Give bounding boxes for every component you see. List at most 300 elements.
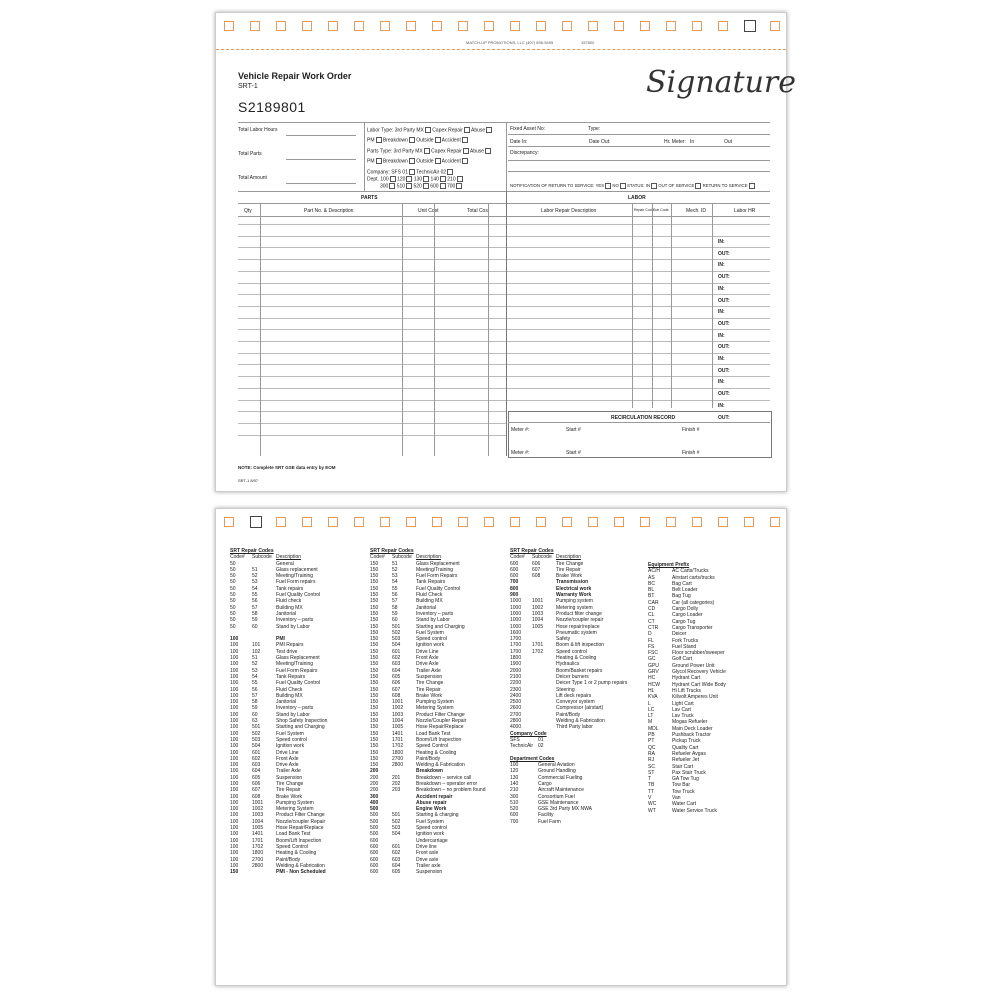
codes-title: SRT Repair Codes	[230, 548, 274, 554]
labor-breakdown-checkbox[interactable]	[409, 137, 415, 143]
parts-breakdown-checkbox[interactable]	[409, 158, 415, 164]
code-row: 150 52 Meeting/Training	[370, 566, 454, 573]
recirc-meter-2: Meter #:	[511, 450, 530, 456]
labor-mx-checkbox[interactable]	[425, 127, 431, 133]
meter-out-label: Out	[724, 139, 733, 145]
parts-accident-checkbox[interactable]	[462, 158, 468, 164]
punch-hole	[536, 517, 546, 527]
code-row: 150 2700 Paint/Body	[370, 755, 441, 762]
dept-510-checkbox[interactable]	[406, 183, 412, 189]
department-code-row: 130 Commercial Fueling	[510, 774, 583, 781]
punch-hole	[640, 517, 650, 527]
code-row: 100 55 Fuel Quality Control	[230, 680, 321, 687]
repair-codes-col-2	[370, 548, 486, 875]
code-row: 600 603 Drive axle	[370, 856, 439, 863]
punch-hole	[380, 21, 390, 31]
table-row-line	[238, 329, 770, 330]
equipment-prefix-row: CAR Car (all categories)	[648, 599, 715, 606]
department-code-row: 600 Facility	[510, 812, 554, 819]
code-row: 150 57 Building MX	[370, 598, 443, 605]
table-row-line	[238, 294, 770, 295]
punch-hole	[302, 517, 312, 527]
code-row: 150 1003 Product Filter Change	[370, 711, 465, 718]
recirc-start-2: Start #	[566, 450, 581, 456]
code-row: 150 504 Ignition work	[370, 642, 445, 649]
code-row: 100 63 Shop Safety Inspection	[230, 718, 328, 725]
punch-hole	[770, 517, 780, 527]
labor-capex-checkbox[interactable]	[464, 127, 470, 133]
total-amount-label: Total Amount	[238, 175, 267, 181]
equipment-prefix-row: SC Stair Cart	[648, 763, 694, 770]
punch-hole	[484, 21, 494, 31]
code-row: 600 606 Tire Change	[510, 560, 584, 567]
company-row: Company: SFS 01 TechnicAir 02	[367, 169, 453, 175]
equipment-prefix-row: FL Fork Trucks	[648, 637, 699, 644]
punch-hole	[510, 21, 520, 31]
code-row: 1700 Safety	[510, 636, 571, 643]
labor-out-label: OUT:	[718, 274, 730, 281]
code-row: 50 59 Inventory – parts	[230, 617, 314, 624]
punch-hole	[250, 516, 262, 528]
labor-out-label: OUT:	[718, 367, 730, 374]
signature-logo: Signature	[646, 65, 797, 100]
meter-in-label: In	[690, 139, 695, 145]
code-row: 150 51 Glass Replacement	[370, 560, 460, 567]
labor-out-label: OUT:	[718, 320, 730, 327]
labor-type-row: Labor Type: 3rd Party MX Capex Repair Abuse	[367, 127, 492, 133]
unit-cost-col: Unit Cost	[418, 208, 439, 214]
dept-100-checkbox[interactable]	[390, 176, 396, 182]
repair-codes-col-1	[230, 548, 327, 875]
equipment-prefix-row: V Van	[648, 794, 681, 801]
punch-hole	[744, 517, 754, 527]
code-row: 50 57 Building MX	[230, 604, 303, 611]
code-row: 150 54 Tank Repairs	[370, 579, 446, 586]
code-row: 100 605 Suspension	[230, 774, 303, 781]
equipment-prefix-row: CD Cargo Dolly	[648, 606, 699, 613]
punch-hole	[276, 21, 286, 31]
labor-out-label: OUT:	[718, 391, 730, 398]
codes-header: Code# Subcode Description	[510, 554, 582, 561]
labor-outside-checkbox[interactable]	[435, 137, 441, 143]
code-row: 150 55 Fuel Quality Control	[370, 585, 461, 592]
punch-hole	[692, 517, 702, 527]
equipment-prefix-row: CTR Cargo Transporter	[648, 624, 713, 631]
table-row-line	[238, 247, 770, 248]
code-row: 400 Abuse repair	[370, 799, 447, 806]
code-row: 150 501 Starting and Charging	[370, 623, 465, 630]
punch-hole	[588, 517, 598, 527]
perforation	[216, 49, 786, 50]
form-title: Vehicle Repair Work Order	[238, 71, 352, 81]
code-row: 50 58 Janitorial	[230, 610, 297, 617]
punch-hole	[432, 517, 442, 527]
code-row: 200 Breakdown	[370, 768, 443, 775]
code-row: 50 General	[230, 560, 294, 567]
equipment-prefix-row: HCW Hydrant Cart Wide Body	[648, 681, 726, 688]
labor-pm-checkbox[interactable]	[376, 137, 382, 143]
code-row: 150 503 Speed control	[370, 636, 447, 643]
dept-520-checkbox[interactable]	[423, 183, 429, 189]
code-row: 300 Accident repair	[370, 793, 453, 800]
equipment-prefix-row: CT Cargo Tug	[648, 618, 696, 625]
code-row: 100 52 Meeting/Training	[230, 661, 314, 668]
equipment-prefix-row: HL Hi Lift Trucks	[648, 687, 701, 694]
code-row: 150 1701 Boom/Lift Inspection	[370, 736, 462, 743]
labor-in-label: IN:	[718, 309, 725, 316]
equipment-prefix-row: FSC Floor scrubber/sweeper	[648, 650, 725, 657]
code-row: 100 1701 Boom/Lift Inspection	[230, 837, 322, 844]
code-row: 500 502 Fuel System	[370, 818, 444, 825]
return-to-service-checkbox[interactable]	[749, 183, 755, 189]
code-row: 100 607 Tire Repair	[230, 787, 301, 794]
parts-abuse-checkbox[interactable]	[485, 148, 491, 154]
punch-hole	[406, 517, 416, 527]
code-row: 500 501 Starting & charging	[370, 812, 459, 819]
code-row: 1700 1701 Boom & lift inspection	[510, 642, 605, 649]
part-no-col: Part No. & Description	[304, 208, 354, 214]
punch-hole	[458, 21, 468, 31]
table-row-line	[238, 283, 770, 284]
punch-hole	[328, 517, 338, 527]
code-row: 1000 1002 Metering system	[510, 604, 593, 611]
recirc-meter-1: Meter #:	[511, 427, 530, 433]
recirc-finish-1: Finish #	[682, 427, 700, 433]
labor-accident-checkbox[interactable]	[462, 137, 468, 143]
code-row: 100 58 Janitorial	[230, 699, 297, 706]
code-row: 2200 Deicer Type 1 or 2 pump repairs	[510, 680, 628, 687]
codes-header: Code# Subcode Description	[370, 554, 442, 561]
type-label: Type:	[588, 126, 601, 132]
code-row: 600 601 Drive line	[370, 843, 437, 850]
punch-hole	[718, 21, 728, 31]
code-row: 100 60 Stand by Labor	[230, 711, 310, 718]
parts-outside-checkbox[interactable]	[435, 158, 441, 164]
code-row: 200 201 Breakdown – service call	[370, 774, 472, 781]
code-row: 4000 Third Party labor	[510, 724, 593, 731]
date-in-label: Date In:	[510, 139, 528, 145]
code-row: 500 Engine Work	[370, 806, 447, 813]
department-code-row: 100 General Aviation	[510, 762, 575, 769]
labor-header: LABOR	[628, 195, 646, 201]
code-row: 100 606 Tire Change	[230, 780, 304, 787]
code-row: 50 56 Fluid check	[230, 598, 302, 605]
code-row: 150 60 Stand by Labor	[370, 617, 450, 624]
labor-in-label: IN:	[718, 239, 725, 245]
code-row: 150 59 Inventory – parts	[370, 610, 454, 617]
code-row: 150 607 Tire Repair	[370, 686, 441, 693]
equipment-prefix-row: GRV Glycol Recovery Vehicle	[648, 669, 726, 676]
code-row: 2000 Boom/Basket repairs	[510, 667, 603, 674]
labor-abuse-checkbox[interactable]	[486, 127, 492, 133]
code-row: 50 54 Tank repairs	[230, 585, 304, 592]
department-code-row: 300 Consortium Fuel	[510, 793, 575, 800]
codes-header: Code# Subcode Description	[230, 554, 302, 561]
code-row: 150 502 Fuel System	[370, 629, 444, 636]
parts-header: PARTS	[361, 195, 378, 201]
total-parts-label: Total Parts	[238, 151, 262, 157]
parts-type-row: Parts Type: 3rd Party MX Capex Repair Abuse	[367, 148, 491, 154]
department-code-row: 700 Fuel Farm	[510, 818, 561, 825]
table-row-line	[238, 435, 506, 436]
parts-mx-checkbox[interactable]	[424, 148, 430, 154]
equipment-prefix-row: AS Airstart carts/trucks	[648, 574, 715, 581]
dept-700-checkbox[interactable]	[456, 183, 462, 189]
code-row: 100 1800 Heating & Cooling	[230, 850, 317, 857]
code-row: 2100 Deicer burners	[510, 673, 589, 680]
equipment-prefix-row: T GA Tow Tug	[648, 776, 699, 783]
dept-120-checkbox[interactable]	[406, 176, 412, 182]
code-row: 100 1003 Product Filter Change	[230, 812, 325, 819]
equipment-prefix-row: TB Tow Bar	[648, 782, 691, 789]
equipment-prefix-row: QC Quality Cart	[648, 744, 699, 751]
footer-note: NOTE: Complete SRT GSE data entry by EOM	[238, 465, 336, 470]
code-row: 100 102 Test drive	[230, 648, 298, 655]
punch-hole	[406, 21, 416, 31]
punch-hole	[380, 517, 390, 527]
return-yes-checkbox[interactable]	[605, 183, 611, 189]
code-row: 150 605 Suspension	[370, 673, 443, 680]
code-row: 150 1800 Heating & Cooling	[370, 749, 457, 756]
punch-hole	[328, 21, 338, 31]
equipment-prefix-row: TT Tow Truck	[648, 788, 695, 795]
code-row: 150 1002 Metering System	[370, 705, 454, 712]
equipment-prefix-row: PT Pickup Truck	[648, 738, 701, 745]
code-row: 150 1004 Nozzle/Coupler Repair	[370, 718, 467, 725]
code-row: 1800 Heating & Cooling	[510, 655, 597, 662]
code-row: 150 58 Janitorial	[370, 604, 437, 611]
equipment-prefix-row: L Light Cart	[648, 700, 694, 707]
recirc-finish-2: Finish #	[682, 450, 700, 456]
parts-pm-checkbox[interactable]	[376, 158, 382, 164]
code-row: 100 2800 Welding & Fabrication	[230, 862, 325, 869]
qty-col: Qty	[244, 208, 252, 214]
labor-out-label: OUT:	[718, 250, 730, 257]
punch-hole	[354, 517, 364, 527]
code-row: 800 Electrical work	[510, 585, 592, 592]
code-row: 50 52 Meeting/Training	[230, 573, 314, 580]
code-row: 1600 Pneumatic system	[510, 629, 597, 636]
labor-in-label: IN:	[718, 285, 725, 292]
equipment-prefix-row: PB Pushback Tractor	[648, 732, 711, 739]
punch-hole	[614, 517, 624, 527]
table-row-line	[238, 318, 770, 319]
dept-210-checkbox[interactable]	[457, 176, 463, 182]
code-row: 100 608 Brake Work	[230, 793, 303, 800]
code-row: 150 1702 Speed Control	[370, 743, 448, 750]
code-row: 150 PMI - Non Scheduled	[230, 869, 326, 876]
code-row: 1000 1003 Product filter change	[510, 610, 602, 617]
code-row: 100 1702 Speed Control	[230, 843, 308, 850]
form-number: 157800	[581, 40, 595, 45]
recirc-title: RECIRCULATION RECORD	[611, 415, 676, 421]
code-row: 150 1401 Load Bank Test	[370, 730, 451, 737]
company-code-row: SFS 01	[510, 736, 544, 743]
status-in-checkbox[interactable]	[651, 183, 657, 189]
punch-hole	[718, 517, 728, 527]
code-row: 1000 1001 Pumping system	[510, 598, 593, 605]
code-row: 50 60 Stand by Labor	[230, 623, 310, 630]
code-row: 2600 Compressor (airstart)	[510, 705, 604, 712]
code-row: 100 1004 Nozzle/coupler Repair	[230, 818, 326, 825]
punch-holes	[216, 517, 786, 531]
code-row: 100 603 Drive Axle	[230, 762, 299, 769]
equipment-prefix-row: RA Refueler Avgas	[648, 750, 706, 757]
table-row-line	[238, 259, 770, 260]
code-row: 150 1005 Hose Repair/Replace	[370, 724, 464, 731]
equipment-prefix-row: FS Fuel Stand	[648, 643, 697, 650]
punch-hole	[224, 21, 234, 31]
code-row: 2700 Paint/Body	[510, 711, 581, 718]
code-row: 150 1001 Pumping System	[370, 699, 454, 706]
table-row-line	[238, 224, 770, 225]
equipment-prefix-title: Equipment Prefix	[648, 562, 690, 568]
equipment-prefix-row: ST Pax Stair Truck	[648, 769, 706, 776]
equipment-prefix-row: D Deicer	[648, 631, 687, 638]
code-row: 600 605 Suspension	[370, 869, 443, 876]
return-no-checkbox[interactable]	[620, 183, 626, 189]
code-row: 1700 1702 Speed control	[510, 648, 587, 655]
code-row: 200 203 Breakdown – no problem found	[370, 787, 486, 794]
equipment-prefix-row: RJ Refueler Jet	[648, 757, 699, 764]
code-row: 1900 Hydraulics	[510, 661, 580, 668]
punch-hole	[432, 21, 442, 31]
punch-hole	[536, 21, 546, 31]
code-row: 500 504 Ignition work	[370, 831, 445, 838]
code-row: 500 503 Speed control	[370, 825, 447, 832]
punch-hole	[666, 21, 676, 31]
order-number: S2189801	[238, 99, 306, 115]
code-row: 100 2700 Paint/Body	[230, 856, 301, 863]
table-row-line	[238, 236, 770, 237]
code-row: 600 602 Front axle	[370, 850, 439, 857]
code-row: 150 602 Front Axle	[370, 655, 439, 662]
code-row: 50 53 Fuel Form repairs	[230, 579, 316, 586]
company-code-title: Company Code	[510, 730, 547, 737]
labor-in-label: IN:	[718, 402, 725, 409]
department-code-row: 510 GSE Maintenance	[510, 799, 579, 806]
labor-out-label: OUT:	[718, 297, 730, 304]
code-row: 100 503 Speed control	[230, 736, 307, 743]
labor-in-label: IN:	[718, 356, 725, 362]
punch-hole	[692, 21, 702, 31]
department-code-row: 520 GSE 3rd Party MX NWA	[510, 806, 592, 813]
department-code-row: 140 Cargo	[510, 780, 552, 787]
code-row: 100 601 Drive Line	[230, 749, 299, 756]
mech-id-col: Mech. ID	[686, 208, 707, 214]
total-labor-hours-label: Total Labor Hours	[238, 127, 278, 133]
dept-140-checkbox[interactable]	[440, 176, 446, 182]
notification-row: NOTIFICATION OF RETURN TO SERVICE: YES NO STATUS: IN OUT OF SERVICE RETURN TO SERVICE	[510, 183, 755, 189]
parts-capex-checkbox[interactable]	[463, 148, 469, 154]
work-order-front	[215, 12, 797, 492]
code-row: 100 PMI	[230, 636, 285, 643]
punch-hole	[224, 517, 234, 527]
punch-hole	[484, 517, 494, 527]
code-row: 200 202 Breakdown – operator error	[370, 780, 478, 787]
labor-in-label: IN:	[718, 332, 725, 339]
labor-out-label: OUT:	[718, 344, 730, 351]
punch-hole	[666, 517, 676, 527]
code-row: 100 56 Fluid Check	[230, 686, 303, 693]
sub-code-col: Sub Code	[653, 208, 669, 212]
table-row-line	[238, 376, 770, 377]
code-row: 600 Undercarriage	[370, 837, 448, 844]
code-row: 150 601 Drive Line	[370, 648, 439, 655]
equipment-prefix-row: BT Bag Tug	[648, 593, 691, 600]
equipment-prefix-row: LC Lav Cart	[648, 706, 691, 713]
code-row: 100 501 Starting and Charging	[230, 724, 325, 731]
code-row: 2500 Conveyor system	[510, 699, 595, 706]
labor-out-label: OUT:	[718, 414, 730, 421]
code-row: 100 504 Ignition work	[230, 743, 305, 750]
table-row-line	[238, 271, 770, 272]
punch-hole	[276, 517, 286, 527]
code-row: 100 1002 Metering System	[230, 806, 314, 813]
repair-codes-col-3	[510, 548, 627, 825]
dept-row-1: Dept. 100 120 130 140 210	[367, 176, 463, 182]
equipment-prefix-row: M Mogas Refueler	[648, 719, 708, 726]
equipment-prefix-row: BC Bag Cart	[648, 580, 692, 587]
dept-130-checkbox[interactable]	[423, 176, 429, 182]
table-row-line	[238, 400, 770, 401]
department-code-row: 210 Aircraft Maintenance	[510, 787, 584, 794]
dept-300-checkbox[interactable]	[389, 183, 395, 189]
code-row: 100 101 PMI Repairs	[230, 642, 304, 649]
code-row: 100 57 Building MX	[230, 692, 303, 699]
code-row: 50 51 Glass replacement	[230, 566, 318, 573]
table-row-line	[238, 306, 770, 307]
code-row: 2800 Welding & Fabrication	[510, 718, 605, 725]
parts-type-row2: PM Breakdown Outside Accident	[367, 158, 468, 164]
fixed-asset-label: Fixed Asset No:	[510, 126, 546, 132]
code-row: 700 Transmission	[510, 579, 589, 586]
company-sfs-checkbox[interactable]	[409, 169, 415, 175]
table-row-line	[238, 423, 506, 424]
code-row: 1000 1005 Hose repair/replace	[510, 623, 600, 630]
code-row: 100 1401 Load Bank Test	[230, 831, 311, 838]
code-row: 100 53 Fuel Form Repairs	[230, 667, 318, 674]
footer-code: SRT-1 8/07	[238, 478, 259, 483]
equipment-prefix-row: GPU Ground Power Unit	[648, 662, 715, 669]
labor-hr-col: Labor HR	[734, 208, 756, 214]
table-row-line	[238, 364, 770, 365]
code-row: 100 54 Tank Repairs	[230, 673, 306, 680]
equipment-prefix-row: WC Water Cart	[648, 801, 696, 808]
table-row-line	[238, 353, 770, 354]
punch-hole	[510, 517, 520, 527]
form-code: SRT-1	[238, 83, 258, 90]
labor-type-row2: PM Breakdown Outside Accident	[367, 137, 468, 143]
discrepancy-label: Discrepancy:	[510, 150, 539, 156]
punch-holes	[216, 21, 786, 35]
equipment-prefix-row: BL Belt Loader	[648, 587, 698, 594]
table-row-line	[238, 388, 770, 389]
labor-in-label: IN:	[718, 379, 725, 386]
department-code-row: 120 Ground Handling	[510, 768, 576, 775]
punch-hole	[614, 21, 624, 31]
company-technicair-checkbox[interactable]	[447, 169, 453, 175]
out-of-service-checkbox[interactable]	[695, 183, 701, 189]
code-row: 150 53 Fuel Form Repairs	[370, 573, 458, 580]
code-row: 150 604 Trailer Axle	[370, 667, 441, 674]
equipment-prefix-row: WT Water Service Truck	[648, 807, 717, 814]
code-row: 100 604 Trailer Axle	[230, 768, 301, 775]
recirc-start-1: Start #	[566, 427, 581, 433]
dept-600-checkbox[interactable]	[440, 183, 446, 189]
punch-hole	[744, 20, 756, 32]
code-row: 150 2800 Welding & Fabrication	[370, 762, 465, 769]
